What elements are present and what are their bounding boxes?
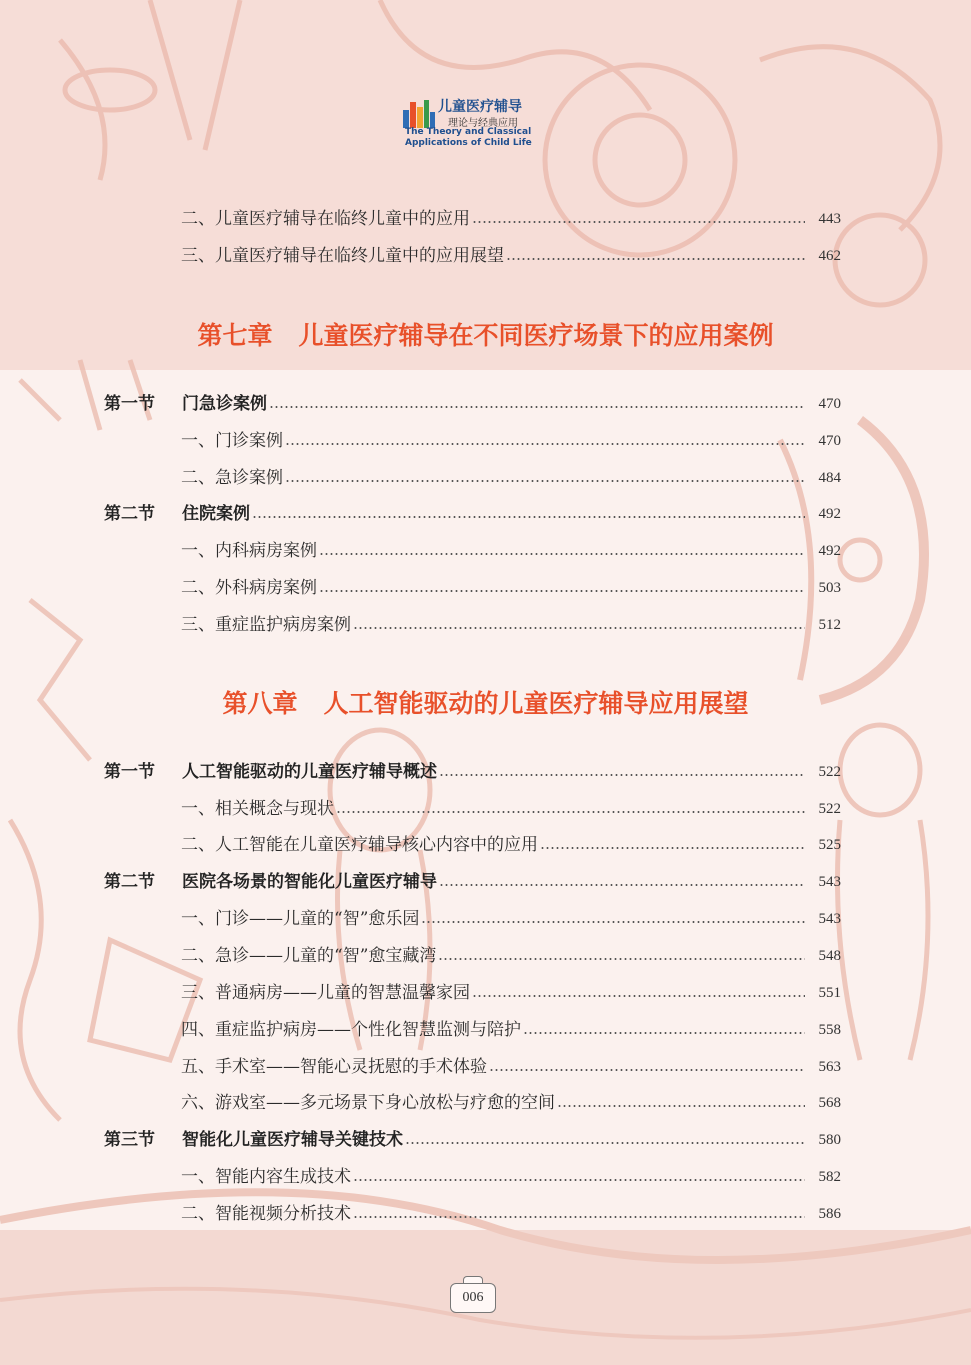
section-number: 第一节 [104,762,155,782]
toc-page-number: 558 [818,1022,841,1038]
toc-section[interactable] [104,391,841,417]
toc-entry-title: 二、儿童医疗辅导在临终儿童中的应用 [181,209,470,229]
toc-page-number: 470 [818,396,841,412]
toc-page-number: 503 [818,580,841,596]
book-logo [402,96,582,152]
toc-entry-title: 四、重症监护病房——个性化智慧监测与陪护 [181,1020,521,1040]
toc-entry[interactable] [181,1201,841,1227]
section-number: 第一节 [104,394,155,414]
toc-page-number: 586 [818,1206,841,1222]
toc-section[interactable] [104,759,841,785]
toc-entry-title: 六、游戏室——多元场景下身心放松与疗愈的空间 [181,1093,555,1113]
chapter-number: 第八章 [222,689,298,718]
toc-page-number: 525 [818,837,841,853]
toc-entry-title: 二、外科病房案例 [181,578,317,598]
leader-dots [252,516,805,518]
toc-entry-title: 一、内科病房案例 [181,541,317,561]
book-title-en-line1: The Theory and Classical [405,127,532,137]
leader-dots [439,884,805,886]
toc-entry[interactable] [181,796,841,822]
leader-dots [336,811,805,813]
toc-page-number: 548 [818,948,841,964]
chapter-heading-7[interactable] [0,316,971,352]
toc-entry[interactable] [181,1054,841,1080]
toc-entry[interactable] [181,980,841,1006]
toc-page-number: 470 [818,433,841,449]
toc-entry-title: 一、智能内容生成技术 [181,1167,351,1187]
toc-page-number: 492 [818,506,841,522]
chapter-heading-8[interactable] [0,684,971,720]
toc-entry[interactable] [181,943,841,969]
leader-dots [472,221,805,223]
toc-entry-title: 一、相关概念与现状 [181,799,334,819]
leader-dots [557,1105,805,1107]
toc-entry-title: 一、门诊——儿童的“智”愈乐园 [181,909,420,929]
chapter-title: 儿童医疗辅导在不同医疗场景下的应用案例 [298,321,774,350]
toc-entry[interactable] [181,832,841,858]
toc-page-number: 563 [818,1059,841,1075]
toc-entry-title: 三、儿童医疗辅导在临终儿童中的应用展望 [181,246,504,266]
toc-entry[interactable] [181,465,841,491]
toc-entry[interactable] [181,1164,841,1190]
section-number: 第二节 [104,504,155,524]
toc-page-number: 492 [818,543,841,559]
section-title: 人工智能驱动的儿童医疗辅导概述 [182,762,437,782]
toc-page-number: 543 [818,911,841,927]
leader-dots [472,995,805,997]
section-title: 住院案例 [182,504,250,524]
toc-entry-title: 二、智能视频分析技术 [181,1204,351,1224]
toc-entry[interactable] [181,575,841,601]
toc-page-number: 512 [818,617,841,633]
section-number: 第二节 [104,872,155,892]
toc-entry-title: 二、急诊——儿童的“智”愈宝藏湾 [181,946,437,966]
toc-page-number: 543 [818,874,841,890]
leader-dots [353,627,805,629]
toc-page-number: 522 [818,764,841,780]
section-title: 门急诊案例 [182,394,267,414]
city-buildings-icon [402,98,436,128]
chapter-number: 第七章 [197,321,273,350]
book-title-cn: 儿童医疗辅导 [438,99,522,115]
toc-section[interactable] [104,1127,841,1153]
leader-dots [438,958,805,960]
toc-entry[interactable] [181,1090,841,1116]
toc-page-number: 522 [818,801,841,817]
toc-entry-title: 二、急诊案例 [181,468,283,488]
section-number: 第三节 [104,1130,155,1150]
toc-page-number: 551 [818,985,841,1001]
leader-dots [439,774,805,776]
toc-page-number: 484 [818,470,841,486]
leader-dots [269,406,805,408]
toc-page-number: 580 [818,1132,841,1148]
toc-page-number: 568 [818,1095,841,1111]
toc-entry-title: 三、普通病房——儿童的智慧温馨家园 [181,983,470,1003]
leader-dots [319,590,805,592]
leader-dots [353,1179,805,1181]
page-number: 006 [450,1283,496,1313]
toc-entry[interactable] [181,906,841,932]
toc-entry[interactable] [181,612,841,638]
toc-entry[interactable] [181,243,841,269]
section-title: 医院各场景的智能化儿童医疗辅导 [182,872,437,892]
book-title-en-line2: Applications of Child Life [405,138,532,148]
toc-section[interactable] [104,501,841,527]
toc-entry-title: 三、重症监护病房案例 [181,615,351,635]
toc-entry[interactable] [181,428,841,454]
toc-entry[interactable] [181,206,841,232]
chapter-title: 人工智能驱动的儿童医疗辅导应用展望 [323,689,749,718]
leader-dots [540,847,805,849]
leader-dots [523,1032,805,1034]
toc-entry-title: 二、人工智能在儿童医疗辅导核心内容中的应用 [181,835,538,855]
toc-entry[interactable] [181,1017,841,1043]
toc-page-number: 462 [818,248,841,264]
leader-dots [405,1142,805,1144]
toc-page-number: 443 [818,211,841,227]
leader-dots [489,1069,805,1071]
leader-dots [353,1216,805,1218]
leader-dots [319,553,805,555]
book-subtitle-cn: 理论与经典应用 [448,118,518,129]
leader-dots [285,480,805,482]
toc-entry-title: 五、手术室——智能心灵抚慰的手术体验 [181,1057,487,1077]
section-title: 智能化儿童医疗辅导关键技术 [182,1130,403,1150]
toc-section[interactable] [104,869,841,895]
leader-dots [285,443,805,445]
toc-page-number: 582 [818,1169,841,1185]
toc-entry[interactable] [181,538,841,564]
leader-dots [506,258,805,260]
leader-dots [421,921,805,923]
toc-entry-title: 一、门诊案例 [181,431,283,451]
book-title-en [405,127,532,149]
